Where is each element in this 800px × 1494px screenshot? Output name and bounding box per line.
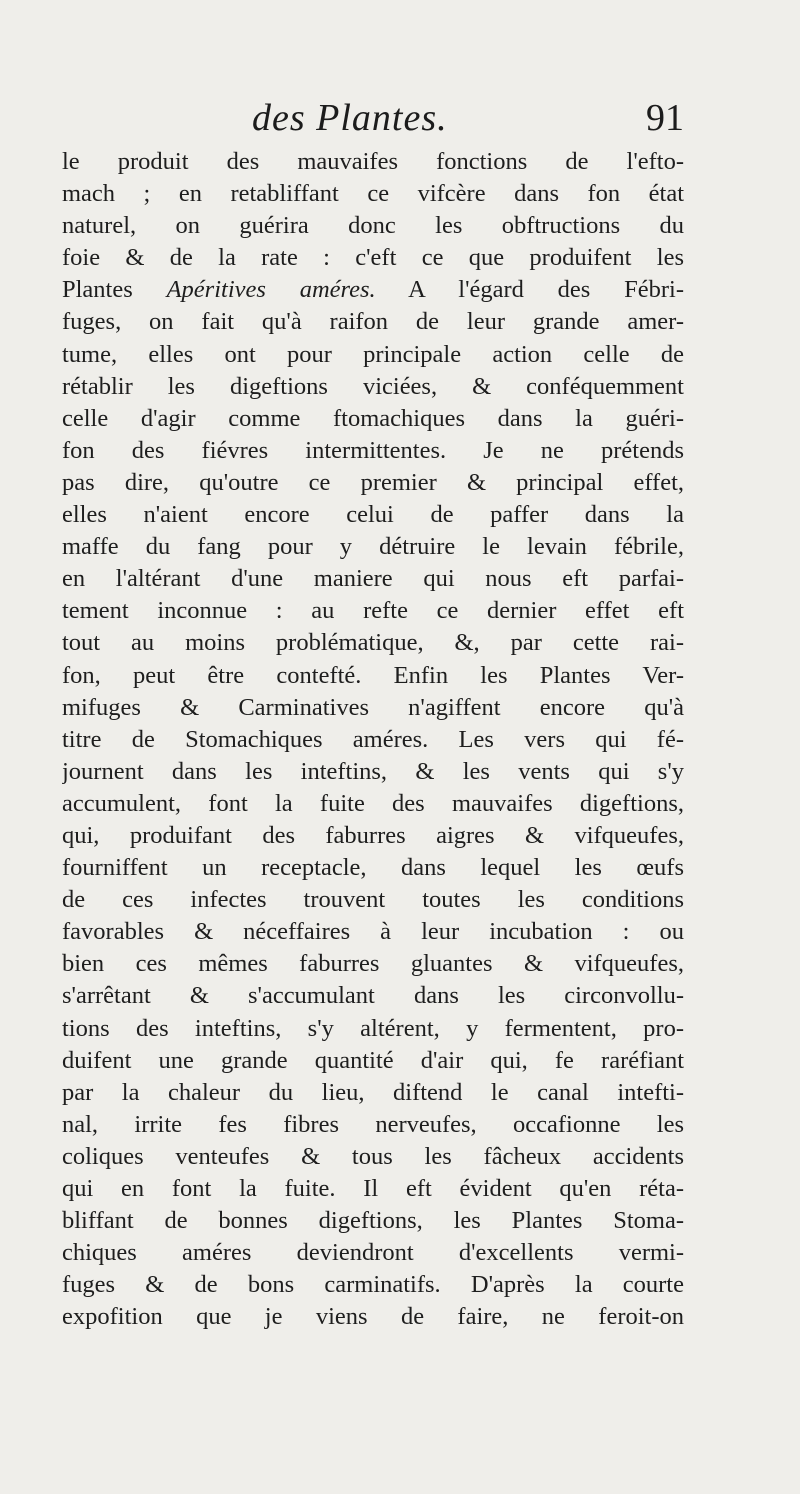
text-line: rétablir les digeftions viciées, & conféquemment — [62, 372, 684, 400]
text-line: foie & de la rate : c'eft ce que produifent les — [62, 244, 684, 272]
text-line: coliques venteufes & tous les fâcheux accidents — [62, 1142, 684, 1170]
text-line: naturel, on guérira donc les obftructions du — [62, 212, 684, 240]
text-line: bien ces mêmes faburres gluantes & vifqueufes, — [62, 950, 684, 978]
text-line: fon des fiévres intermittentes. Je ne prétends — [62, 436, 684, 464]
text-line: fon, peut être contefté. Enfin les Plantes Ver- — [62, 661, 684, 689]
body-text — [62, 146, 684, 1333]
italic-phrase: Apéritives améres. — [166, 276, 376, 304]
text-line: titre de Stomachiques améres. Les vers qui fé- — [62, 725, 684, 753]
text-line: chiques améres deviendront d'excellents vermi- — [62, 1239, 684, 1267]
text-line: en l'altérant d'une maniere qui nous eft parfai- — [62, 565, 684, 593]
text-line: qui en font la fuite. Il eft évident qu'en réta- — [62, 1175, 684, 1202]
text-line: s'arrêtant & s'accumulant dans les circonvollu- — [62, 982, 684, 1010]
text-line: bliffant de bonnes digeftions, les Plantes Stoma- — [62, 1207, 684, 1235]
text-line: nal, irrite fes fibres nerveufes, occafionne les — [62, 1110, 684, 1138]
text-line: fuges & de bons carminatifs. D'après la courte — [62, 1271, 684, 1299]
text-line: expofition que je viens de faire, ne feroit-on — [62, 1303, 684, 1331]
text-line: fuges, on fait qu'à raifon de leur grande amer- — [62, 308, 684, 336]
text-line: le produit des mauvaifes fonctions de l'efto- — [62, 148, 684, 175]
text-line: tume, elles ont pour principale action celle de — [62, 340, 684, 368]
text-line: tement inconnue : au refte ce dernier effet eft — [62, 597, 684, 625]
text-line: qui, produifant des faburres aigres & vifqueufes, — [62, 821, 684, 849]
running-head — [62, 96, 684, 146]
text-line: de ces infectes trouvent toutes les conditions — [62, 886, 684, 914]
text-line: tions des inteftins, s'y altérent, y fermentent, pro- — [62, 1014, 684, 1042]
text-line: fourniffent un receptacle, dans lequel les œufs — [62, 854, 684, 882]
text-line: mach ; en retabliffant ce vifcère dans fon état — [62, 180, 684, 208]
text-line: accumulent, font la fuite des mauvaifes digeftions, — [62, 789, 684, 817]
text-line: par la chaleur du lieu, diftend le canal intefti- — [62, 1078, 684, 1106]
text-line: duifent une grande quantité d'air qui, fe raréfiant — [62, 1046, 684, 1074]
text-line: pas dire, qu'outre ce premier & principal effet, — [62, 468, 684, 496]
text-line: journent dans les inteftins, & les vents qui s'y — [62, 757, 684, 785]
text-line: tout au moins problématique, &, par cette rai- — [62, 629, 684, 657]
text-line: elles n'aient encore celui de paffer dans la — [62, 501, 684, 529]
running-title: des Plantes. — [252, 97, 448, 139]
page-number: 91 — [646, 97, 684, 139]
text-line: celle d'agir comme ftomachiques dans la guéri- — [62, 404, 684, 432]
text-line: maffe du fang pour y détruire le levain fébrile, — [62, 533, 684, 561]
text-line: Plantes Apéritives améres. A l'égard des Fébri- — [62, 276, 684, 304]
text-line: favorables & néceffaires à leur incubation : ou — [62, 918, 684, 946]
text-line: mifuges & Carminatives n'agiffent encore qu'à — [62, 693, 684, 721]
